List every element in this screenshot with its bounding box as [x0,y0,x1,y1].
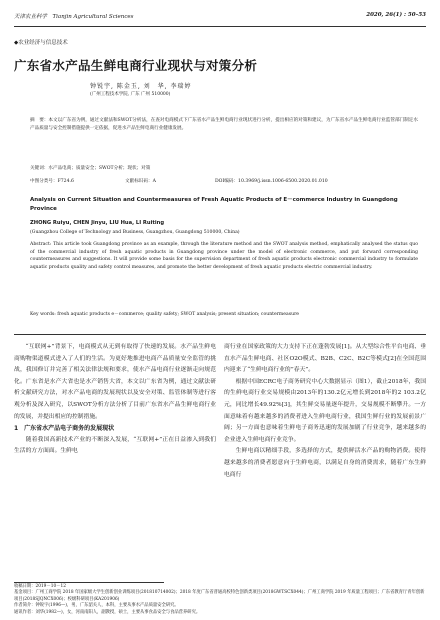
authors-cn: 钟锐宇, 陈金玉, 刘 华, 李瑞婷 [90,83,192,90]
authors-en: ZHONG Ruiyu, CHEN Jinyu, LIU Hua, LI Ruiting [30,220,165,226]
footnote-rule [14,582,164,583]
issue-info: 2020, 26(1) : 50–53 [366,12,426,18]
body-paragraph: 生鲜电商以精细手段，多选择的方式，提供鲜活水产品的购物消费。使得越来越多的消费者愿意向于生鲜电商，以满足自身的消费需求，随着广东生鲜电商行 [224,448,426,478]
section-tag: ◆农业经济与信息技术 [14,40,68,46]
abstract-cn: 摘 要：本文以广东省为例，通过文献法和SWOT分析法，在查对电商模式下广东省水产品生鲜电商行业现状进行分析，提出相应的对策和建议，为广东省水产品生鲜电商行业监管部门制定水产品质量与安全控制措施提供一定依据，促进水产品生鲜电商行业健康发展。 [30,118,418,132]
abstract-en: Abstract: This article took Guangdong province as an example, through the literature method and the SWOT analysis method, emphatically analysed the status quo of the commercial industry of fresh aquatic products in Guangdong province under the model of electronic commerce, and put forward corresponding countermeasures and suggestions. It will provide some basis for the supervision department of fresh aquatic products electronic commercial industry to formulate aquatic products quality and safety control measures, and promote the better development of fresh aquatic products electric commercial industry. [30,242,418,271]
document-code: 文献标识码：A [125,179,156,184]
keywords-en: Key words: fresh aquatic products e－commerce; quality safety; SWOT analysis; present situation; countermeasure [30,312,299,317]
clc-number: 中图分类号：F724.6 [30,179,74,184]
journal-name: 天津农业科学 Tianjin Agricultural Sciences [14,14,134,20]
body-column-left [14,342,216,458]
title-en: Analysis on Current Situation and Countermeasures of Fresh Aquatic Products of E－commerce Industry in Guangdong Province [30,197,398,213]
abstract-rule [14,334,426,335]
section-heading: 1 广东省水产品电子商务的发展现状 [14,425,115,433]
body-paragraph: 根据中国ECRC电子商务研究中心大数据显示（图1），截止2018年，我国的生鲜电商行业交易规模由2013年的130.2亿元增长到2018年的2 103.2亿元，同比增长49.92%[3]，其生鲜交易量逐年提升，交易规模不断攀升。一方面意味着有越来越多的消费者进入生鲜电商行业，我国生鲜行业的发展前景广阔；另一方面也意味着生鲜电子商务迅速的发展加剧了行业竞争，越来越多的企业进入生鲜电商行业竞争。 [224,378,426,443]
body-paragraph: “互联网+”背景下，电商模式从无到有取得了快速的发展。水产品生鲜电商购物渠道模式进入了人们的生活。为更好地推进电商产品质量安全监管的挑战，我国修订并完善了相关法律法规和要求，使水产品电商行业逐渐走向规范化。广东省是水产大省也是水产销售大省，本文以广东省为例，通过文献法研析文献研究方法，对水产品电商的发展现状以及安全对策、监管体制等进行客观分析及深入研究，以SWOT分析方法分析了目前广东省水产品生鲜电商行业的发展，并提出相应的控制措施。 [14,344,216,420]
body-paragraph: 商行业在国家政策的大力支持下正在蓬勃发展[1]。从大型综合性平台电商、垂直水产品生鲜电商、社区O2O模式、B2B、C2C、B2C等模式[2]在全国范围内迎来了“生鲜电商行业的”春天”。 [224,344,426,374]
corresponding-author: 通讯作者：刘华(1982—)，女，河南南阳人，副教授，硕士，主要从事食品安全与食品营养研究。 [14,609,201,615]
title-cn: 广东省水产品生鲜电商行业现状与对策分析 [14,58,258,73]
fund-info: 基金项目：广州工商学院 2018 年国家级大学生创新创业训练项目(201810714002)；2018 年度广东省普通高校特色创新类项目(2018GWTSCX044)；广州工商学院 2019 年质量工程项目；广东省教育厅青年创新项目(2018SJQNCX006)；校级科研项目(KA201906) [14,590,425,602]
author-bio: 作者简介：钟锐宇(1996—)，男，广东韶关人，本科，主要从事水产品质量安全研究。 [14,603,179,609]
doi: DOI编码：10.3969/j.issn.1006-6500.2020.01.010 [215,179,328,184]
affiliation-cn: (广州工程技术学院, 广东 广州 510000) [90,92,171,97]
body-column-right [224,342,426,481]
affiliation-en: (Guangzhou College of Technology and Business, Guangzhou, Guangdong 510000, China) [30,230,240,235]
body-paragraph: 随着我国高新技术产业的不断深入发展，“互联网+”正在日益渗入到我们生活的方方面面。生鲜电 [14,436,216,455]
keywords-cn: 关键词：水产品电商；质量安全；SWOT分析；现状；对策 [30,166,151,171]
running-header [14,12,426,24]
header-rule [14,26,426,27]
received-date: 收稿日期：2019－10－12 [14,584,66,589]
footnotes [14,584,426,616]
